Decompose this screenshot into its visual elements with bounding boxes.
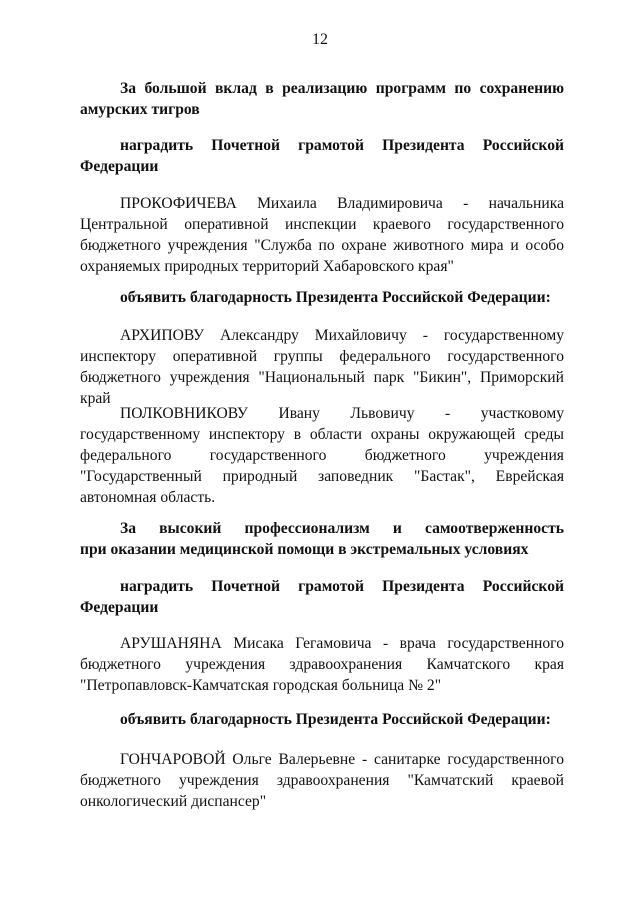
text-line: ПРОКОФИЧЕВА Михаила Владимировича - начальника [120, 195, 564, 212]
text-line: наградить Почетной грамотой Президента Российской [120, 578, 564, 595]
award-reason-heading [80, 518, 564, 560]
text-line: при оказании медицинской помощи в экстремальных условиях [80, 541, 529, 558]
text-line: охраняемых природных территорий Хабаровского края" [80, 258, 454, 275]
awardee-paragraph [80, 193, 564, 277]
text-line: амурских тигров [80, 101, 200, 118]
awardee-paragraph [80, 633, 564, 696]
text-line: бюджетного учреждения "Национальный парк "Бикин", Приморский [80, 369, 564, 386]
text-line: объявить благодарность Президента Российской Федерации: [120, 711, 551, 728]
text-line: За большой вклад в реализацию программ по сохранению [120, 80, 564, 97]
text-line: Федерации [80, 158, 159, 175]
text-line: государственному инспектору в области охраны окружающей среды [80, 426, 564, 443]
text-line: бюджетного учреждения здравоохранения Камчатского края [80, 656, 564, 673]
text-line: Федерации [80, 599, 159, 616]
text-line: автономная область. [80, 489, 216, 506]
text-line: бюджетного учреждения "Служба по охране животного мира и особо [80, 237, 564, 254]
text-line: наградить Почетной грамотой Президента Российской [120, 137, 564, 154]
text-line: За высокий профессионализм и самоотверженность [120, 520, 564, 537]
award-type-heading [80, 135, 564, 177]
text-line: АРУШАНЯНА Мисака Гегамовича - врача государственного [120, 635, 564, 652]
text-line: ПОЛКОВНИКОВУ Ивану Львовичу - участковому [120, 405, 564, 422]
award-reason-heading [80, 78, 564, 120]
text-line: инспектору оперативной группы федерального государственного [80, 348, 564, 365]
text-line: АРХИПОВУ Александру Михайловичу - государственному [120, 327, 564, 344]
text-line: федерального государственного бюджетного учреждения [80, 447, 564, 464]
award-type-heading [80, 709, 564, 730]
text-line: Центральной оперативной инспекции краевого государственного [80, 216, 564, 233]
awardee-paragraph [80, 325, 564, 409]
awardee-paragraph [80, 749, 564, 812]
text-line: край [80, 390, 111, 407]
text-line: бюджетного учреждения здравоохранения "Камчатский краевой [80, 772, 564, 789]
text-line: "Государственный природный заповедник "Бастак", Еврейская [80, 468, 564, 485]
text-line: ГОНЧАРОВОЙ Ольге Валерьевне - санитарке государственного [120, 751, 564, 768]
award-type-heading [80, 576, 564, 618]
page-number: 12 [312, 31, 328, 48]
awardee-paragraph [80, 403, 564, 508]
text-line: объявить благодарность Президента Российской Федерации: [120, 289, 551, 306]
text-line: онкологический диспансер" [80, 793, 267, 810]
text-line: "Петропавловск-Камчатская городская больница № 2" [80, 677, 442, 694]
award-type-heading [80, 287, 564, 308]
